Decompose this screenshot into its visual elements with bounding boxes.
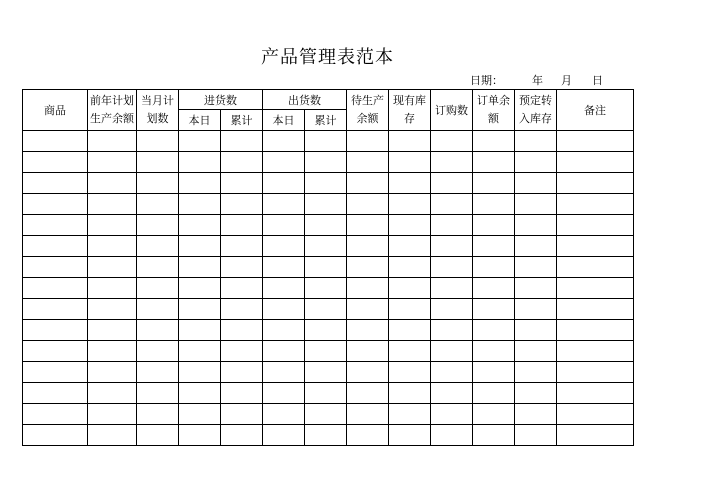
table-cell[interactable] xyxy=(431,299,473,320)
table-cell[interactable] xyxy=(389,131,431,152)
table-cell[interactable] xyxy=(515,194,557,215)
table-cell[interactable] xyxy=(557,341,634,362)
table-cell[interactable] xyxy=(88,341,137,362)
table-cell[interactable] xyxy=(221,152,263,173)
table-cell[interactable] xyxy=(221,257,263,278)
table-row xyxy=(23,383,634,404)
table-cell[interactable] xyxy=(179,131,221,152)
table-cell[interactable] xyxy=(23,299,88,320)
table-cell[interactable] xyxy=(305,383,347,404)
table-cell[interactable] xyxy=(557,215,634,236)
table-cell[interactable] xyxy=(305,194,347,215)
header-pending-line2: 余额 xyxy=(356,112,379,125)
header-prev-plan-line1: 前年计划 xyxy=(90,94,134,107)
table-cell[interactable] xyxy=(23,257,88,278)
header-incoming-cumulative: 累计 xyxy=(221,110,263,131)
table-cell[interactable] xyxy=(557,383,634,404)
table-cell[interactable] xyxy=(23,383,88,404)
table-cell[interactable] xyxy=(389,320,431,341)
table-cell[interactable] xyxy=(263,320,305,341)
table-cell[interactable] xyxy=(515,383,557,404)
table-row xyxy=(23,215,634,236)
table-cell[interactable] xyxy=(515,278,557,299)
table-cell[interactable] xyxy=(221,320,263,341)
table-cell[interactable] xyxy=(137,341,179,362)
table-cell[interactable] xyxy=(221,131,263,152)
table-row xyxy=(23,362,634,383)
table-cell[interactable] xyxy=(305,278,347,299)
header-purchase: 订购数 xyxy=(431,90,473,131)
table-cell[interactable] xyxy=(515,173,557,194)
table-cell[interactable] xyxy=(389,215,431,236)
table-cell[interactable] xyxy=(179,425,221,446)
table-cell[interactable] xyxy=(347,236,389,257)
table-cell[interactable] xyxy=(515,215,557,236)
table-cell[interactable] xyxy=(557,152,634,173)
table-cell[interactable] xyxy=(263,278,305,299)
table-cell[interactable] xyxy=(347,362,389,383)
table-cell[interactable] xyxy=(347,383,389,404)
header-incoming: 进货数 xyxy=(179,90,263,110)
table-cell[interactable] xyxy=(515,425,557,446)
header-row-1 xyxy=(23,90,634,110)
table-cell[interactable] xyxy=(305,425,347,446)
table-cell[interactable] xyxy=(515,320,557,341)
table-cell[interactable] xyxy=(473,131,515,152)
table-cell[interactable] xyxy=(347,299,389,320)
table-cell[interactable] xyxy=(431,425,473,446)
table-cell[interactable] xyxy=(179,173,221,194)
table-cell[interactable] xyxy=(347,173,389,194)
table-cell[interactable] xyxy=(473,341,515,362)
table-cell[interactable] xyxy=(88,299,137,320)
table-cell[interactable] xyxy=(347,320,389,341)
table-cell[interactable] xyxy=(137,236,179,257)
table-cell[interactable] xyxy=(347,152,389,173)
table-cell[interactable] xyxy=(305,215,347,236)
table-cell[interactable] xyxy=(179,299,221,320)
table-cell[interactable] xyxy=(221,362,263,383)
table-cell[interactable] xyxy=(88,257,137,278)
table-cell[interactable] xyxy=(347,404,389,425)
table-cell[interactable] xyxy=(515,152,557,173)
table-cell[interactable] xyxy=(263,404,305,425)
date-year-label: 年 xyxy=(532,74,543,87)
table-cell[interactable] xyxy=(23,173,88,194)
table-cell[interactable] xyxy=(137,425,179,446)
table-cell[interactable] xyxy=(179,362,221,383)
table-cell[interactable] xyxy=(515,341,557,362)
table-cell[interactable] xyxy=(88,362,137,383)
table-cell[interactable] xyxy=(473,320,515,341)
header-incoming-today: 本日 xyxy=(179,110,221,131)
table-cell[interactable] xyxy=(137,173,179,194)
table-row xyxy=(23,341,634,362)
table-cell[interactable] xyxy=(389,425,431,446)
table-cell[interactable] xyxy=(557,278,634,299)
table-row xyxy=(23,299,634,320)
table-cell[interactable] xyxy=(557,194,634,215)
table-cell[interactable] xyxy=(473,152,515,173)
table-cell[interactable] xyxy=(88,194,137,215)
table-cell[interactable] xyxy=(557,362,634,383)
table-row xyxy=(23,425,634,446)
table-cell[interactable] xyxy=(473,278,515,299)
table-cell[interactable] xyxy=(179,341,221,362)
table-cell[interactable] xyxy=(389,152,431,173)
table-cell[interactable] xyxy=(557,131,634,152)
table-cell[interactable] xyxy=(221,425,263,446)
table-cell[interactable] xyxy=(389,404,431,425)
header-stock-line1: 现有库 xyxy=(393,94,426,107)
table-cell[interactable] xyxy=(431,131,473,152)
table-cell[interactable] xyxy=(431,404,473,425)
header-reserved-line1: 预定转 xyxy=(519,94,552,107)
table-cell[interactable] xyxy=(515,257,557,278)
header-month-plan-line2: 划数 xyxy=(146,112,169,125)
table-cell[interactable] xyxy=(347,341,389,362)
table-cell[interactable] xyxy=(137,299,179,320)
date-day-label: 日 xyxy=(592,74,603,87)
table-cell[interactable] xyxy=(221,341,263,362)
table-cell[interactable] xyxy=(557,236,634,257)
table-cell[interactable] xyxy=(431,194,473,215)
table-cell[interactable] xyxy=(389,173,431,194)
table-cell[interactable] xyxy=(263,257,305,278)
header-month-plan-line1: 当月计 xyxy=(141,94,174,107)
table-cell[interactable] xyxy=(305,131,347,152)
table-cell[interactable] xyxy=(221,194,263,215)
table-cell[interactable] xyxy=(473,194,515,215)
table-cell[interactable] xyxy=(389,362,431,383)
table-cell[interactable] xyxy=(88,131,137,152)
table-cell[interactable] xyxy=(431,362,473,383)
header-reserved-line2: 入库存 xyxy=(519,112,552,125)
table-row xyxy=(23,257,634,278)
table-cell[interactable] xyxy=(431,278,473,299)
table-cell[interactable] xyxy=(263,383,305,404)
table-row xyxy=(23,131,634,152)
table-cell[interactable] xyxy=(263,215,305,236)
table-cell[interactable] xyxy=(88,152,137,173)
table-cell[interactable] xyxy=(473,236,515,257)
table-cell[interactable] xyxy=(347,131,389,152)
table-cell[interactable] xyxy=(305,173,347,194)
table-cell[interactable] xyxy=(221,173,263,194)
table-cell[interactable] xyxy=(473,173,515,194)
table-cell[interactable] xyxy=(389,341,431,362)
table-cell[interactable] xyxy=(23,236,88,257)
table-cell[interactable] xyxy=(305,236,347,257)
table-cell[interactable] xyxy=(179,236,221,257)
table-cell[interactable] xyxy=(263,341,305,362)
table-cell[interactable] xyxy=(23,320,88,341)
table-cell[interactable] xyxy=(431,215,473,236)
header-order-balance-line1: 订单余 xyxy=(477,94,510,107)
date-month-label: 月 xyxy=(561,74,572,87)
table-cell[interactable] xyxy=(23,194,88,215)
table-row xyxy=(23,236,634,257)
table-cell[interactable] xyxy=(557,299,634,320)
table-cell[interactable] xyxy=(347,425,389,446)
table-cell[interactable] xyxy=(23,362,88,383)
table-cell[interactable] xyxy=(221,299,263,320)
table-row xyxy=(23,404,634,425)
table-cell[interactable] xyxy=(557,425,634,446)
table-cell[interactable] xyxy=(347,278,389,299)
table-cell[interactable] xyxy=(88,278,137,299)
table-cell[interactable] xyxy=(557,173,634,194)
table-cell[interactable] xyxy=(431,341,473,362)
table-cell[interactable] xyxy=(515,404,557,425)
table-cell[interactable] xyxy=(431,257,473,278)
table-cell[interactable] xyxy=(473,362,515,383)
table-cell[interactable] xyxy=(137,362,179,383)
table-cell[interactable] xyxy=(389,194,431,215)
table-cell[interactable] xyxy=(88,425,137,446)
table-cell[interactable] xyxy=(137,194,179,215)
table-row xyxy=(23,320,634,341)
header-prev-plan xyxy=(88,90,137,131)
table-cell[interactable] xyxy=(263,173,305,194)
table-cell[interactable] xyxy=(221,278,263,299)
date-label: 日期： xyxy=(470,74,503,87)
table-cell[interactable] xyxy=(431,173,473,194)
table-cell[interactable] xyxy=(389,383,431,404)
table-cell[interactable] xyxy=(389,236,431,257)
table-cell[interactable] xyxy=(347,194,389,215)
table-cell[interactable] xyxy=(221,215,263,236)
table-cell[interactable] xyxy=(263,152,305,173)
table-cell[interactable] xyxy=(23,131,88,152)
table-cell[interactable] xyxy=(137,131,179,152)
table-cell[interactable] xyxy=(263,194,305,215)
table-cell[interactable] xyxy=(305,257,347,278)
header-outgoing-cumulative: 累计 xyxy=(305,110,347,131)
product-management-table xyxy=(22,89,634,446)
table-cell[interactable] xyxy=(23,425,88,446)
table-cell[interactable] xyxy=(137,320,179,341)
header-product: 商品 xyxy=(23,90,88,131)
table-cell[interactable] xyxy=(221,404,263,425)
table-cell[interactable] xyxy=(23,152,88,173)
table-cell[interactable] xyxy=(23,278,88,299)
table-cell[interactable] xyxy=(431,320,473,341)
table-cell[interactable] xyxy=(473,299,515,320)
table-cell[interactable] xyxy=(179,152,221,173)
table-cell[interactable] xyxy=(137,215,179,236)
header-order-balance-line2: 额 xyxy=(488,112,499,125)
table-cell[interactable] xyxy=(473,425,515,446)
table-cell[interactable] xyxy=(389,299,431,320)
table-cell[interactable] xyxy=(23,215,88,236)
table-cell[interactable] xyxy=(515,299,557,320)
table-cell[interactable] xyxy=(137,404,179,425)
table-cell[interactable] xyxy=(515,362,557,383)
table-cell[interactable] xyxy=(431,152,473,173)
table-cell[interactable] xyxy=(179,383,221,404)
table-row xyxy=(23,278,634,299)
table-cell[interactable] xyxy=(88,236,137,257)
table-cell[interactable] xyxy=(263,236,305,257)
table-cell[interactable] xyxy=(305,404,347,425)
header-order-balance xyxy=(473,90,515,131)
header-prev-plan-line2: 生产余额 xyxy=(90,112,134,125)
table-cell[interactable] xyxy=(88,173,137,194)
header-month-plan xyxy=(137,90,179,131)
table-cell[interactable] xyxy=(557,257,634,278)
table-cell[interactable] xyxy=(23,341,88,362)
table-cell[interactable] xyxy=(557,320,634,341)
page-title: 产品管理表范本 xyxy=(261,47,394,68)
table-cell[interactable] xyxy=(473,257,515,278)
table-cell[interactable] xyxy=(221,383,263,404)
table-cell[interactable] xyxy=(473,404,515,425)
table-cell[interactable] xyxy=(515,236,557,257)
table-cell[interactable] xyxy=(137,383,179,404)
header-pending-line1: 待生产 xyxy=(351,94,384,107)
table-cell[interactable] xyxy=(347,257,389,278)
table-cell[interactable] xyxy=(431,383,473,404)
table-cell[interactable] xyxy=(179,278,221,299)
table-cell[interactable] xyxy=(305,320,347,341)
table-row xyxy=(23,152,634,173)
table-cell[interactable] xyxy=(389,278,431,299)
table-cell[interactable] xyxy=(179,320,221,341)
table-cell[interactable] xyxy=(88,320,137,341)
table-cell[interactable] xyxy=(88,383,137,404)
table-cell[interactable] xyxy=(88,215,137,236)
header-notes: 备注 xyxy=(557,90,634,131)
table-cell[interactable] xyxy=(557,404,634,425)
table-cell[interactable] xyxy=(263,362,305,383)
table-cell[interactable] xyxy=(88,404,137,425)
table-row xyxy=(23,173,634,194)
table-cell[interactable] xyxy=(179,194,221,215)
table-cell[interactable] xyxy=(515,131,557,152)
table-cell[interactable] xyxy=(179,404,221,425)
table-cell[interactable] xyxy=(263,425,305,446)
header-outgoing-today: 本日 xyxy=(263,110,305,131)
table-cell[interactable] xyxy=(305,299,347,320)
table-cell[interactable] xyxy=(305,341,347,362)
table-row xyxy=(23,194,634,215)
table-cell[interactable] xyxy=(179,257,221,278)
table-cell[interactable] xyxy=(347,215,389,236)
table-cell[interactable] xyxy=(137,257,179,278)
table-cell[interactable] xyxy=(473,215,515,236)
table-cell[interactable] xyxy=(137,278,179,299)
header-stock-line2: 存 xyxy=(404,112,415,125)
table-cell[interactable] xyxy=(431,236,473,257)
table-cell[interactable] xyxy=(23,404,88,425)
header-stock xyxy=(389,90,431,131)
header-pending-production xyxy=(347,90,389,131)
table-cell[interactable] xyxy=(221,236,263,257)
table-cell[interactable] xyxy=(263,131,305,152)
table-cell[interactable] xyxy=(305,152,347,173)
table-cell[interactable] xyxy=(305,362,347,383)
table-cell[interactable] xyxy=(473,383,515,404)
header-outgoing: 出货数 xyxy=(263,90,347,110)
table-cell[interactable] xyxy=(389,257,431,278)
table-cell[interactable] xyxy=(179,215,221,236)
header-reserved-stock xyxy=(515,90,557,131)
table-cell[interactable] xyxy=(263,299,305,320)
table-cell[interactable] xyxy=(137,152,179,173)
